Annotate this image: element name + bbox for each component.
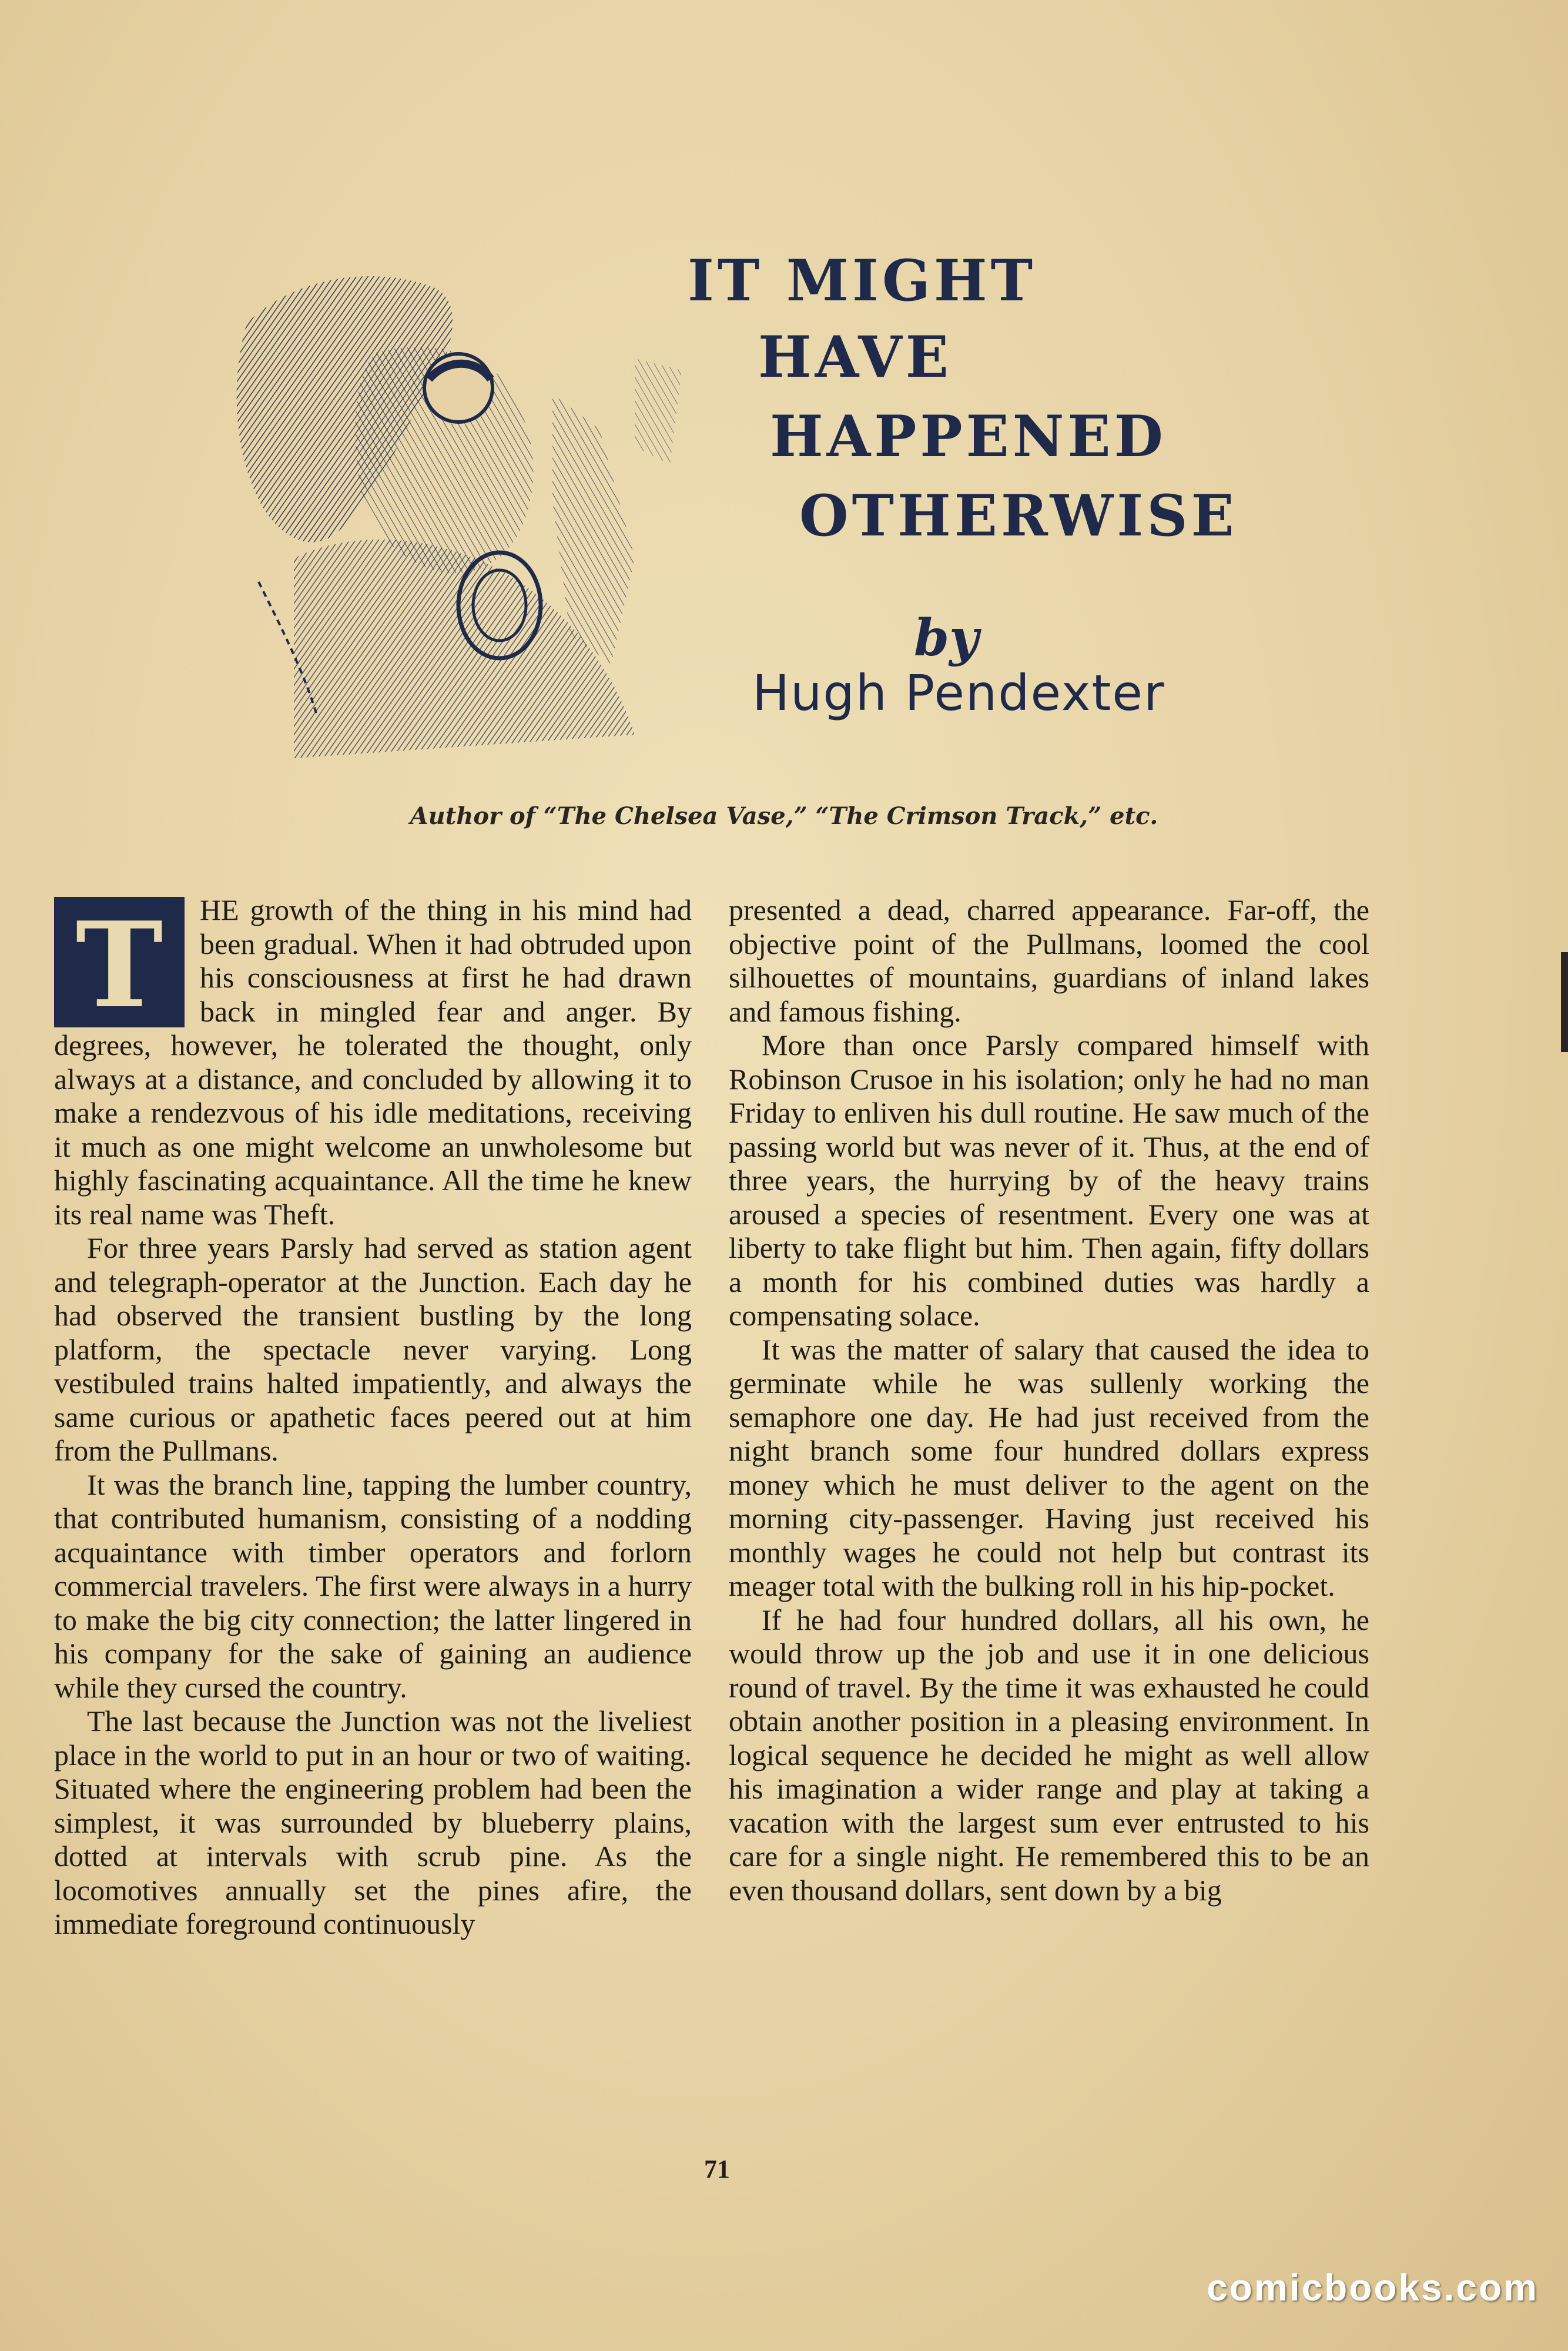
left-column <box>54 893 692 2145</box>
author-name: Hugh Pendexter <box>752 664 1165 722</box>
title-line-3: HAPPENED <box>770 403 1167 470</box>
paragraph <box>54 893 692 1231</box>
paragraph: presented a dead, charred appearance. Far-off, the objective point of the Pullmans, loomed the cool silhouettes of mountains, guardians of inland lakes and famous fishing. <box>729 893 1369 1028</box>
paragraph: If he had four hundred dollars, all his own, he would throw up the job and use it in one delicious round of travel. By the time it was exhausted he could obtain another position in a pleasing environment. In logical sequence he decided he might as well allow his imagination a wider range and play at taking a vacation with the largest sum ever entrusted to his care for a single night. He remembered this to be an even thousand dollars, sent down by a big <box>729 1603 1369 1907</box>
paragraph: For three years Parsly had served as station agent and telegraph-operator at the Junction. Each day he had observed the transient bustling by the long platform, the spectacle never varying. Long vestibuled trains halted impatiently, and always the same curious or apathetic faces peered out at him from the Pullmans. <box>54 1231 692 1467</box>
story-title <box>688 241 1238 570</box>
paragraph: It was the matter of salary that caused the idea to germinate while he was sullenly working the semaphore one day. He had just received from the night branch some four hundred dollars express money which he must deliver to the agent on the morning city-passenger. Having just received his monthly wages he could not help but contrast its meager total with the bulking roll in his hip-pocket. <box>729 1332 1369 1602</box>
paragraph-text: HE growth of the thing in his mind had been gradual. When it had obtruded upon his consciousness at first he had drawn back in mingled fear and anger. By degrees, however, he tolerated the thought, only always at a distance, and concluded by allowing it to make a rendezvous of his idle meditations, receiving it much as one might welcome an unwholesome but highly fascinating acquaintance. All the time he knew its real name was Theft. <box>54 893 692 1231</box>
byline-by: by <box>914 608 979 668</box>
paragraph: More than once Parsly compared himself with Robinson Crusoe in his isolation; only he had no man Friday to enliven his dull routine. He saw much of the passing world but was never of it. Thus, at the end of three years, the hurrying by of the heavy trains aroused a species of resentment. Every one was at liberty to take flight but him. Then again, fifty dollars a month for his combined duties was hardly a compensating solace. <box>729 1029 1369 1332</box>
paragraph: The last because the Junction was not the liveliest place in the world to put in an hour or two of waiting. Situated where the engineering problem had been the simplest, it was surrounded by blueberry plains, dotted at intervals with scrub pine. As the locomotives annually set the pines afire, the immediate foreground continuously <box>54 1704 692 1940</box>
title-line-2: HAVE <box>758 324 952 390</box>
engraving-illustration <box>223 253 752 793</box>
right-column <box>729 893 1369 2145</box>
title-line-4: OTHERWISE <box>799 483 1238 549</box>
paragraph: It was the branch line, tapping the lumber country, that contributed humanism, consisting of a nodding acquaintance with timber operators and forlorn commercial travelers. The first were always in a hurry to make the big city connection; the latter lingered in his company for the sake of gaining an audience while they cursed the country. <box>54 1468 692 1704</box>
author-credit: Author of “The Chelsea Vase,” “The Crimson Track,” etc. <box>410 802 1158 830</box>
title-line-1: IT MIGHT <box>688 247 1037 314</box>
site-watermark: comicbooks.com <box>1207 2266 1539 2309</box>
page-number: 71 <box>704 2155 730 2183</box>
page-edge-mark <box>1561 952 1568 1052</box>
drop-cap: T <box>54 897 185 1027</box>
